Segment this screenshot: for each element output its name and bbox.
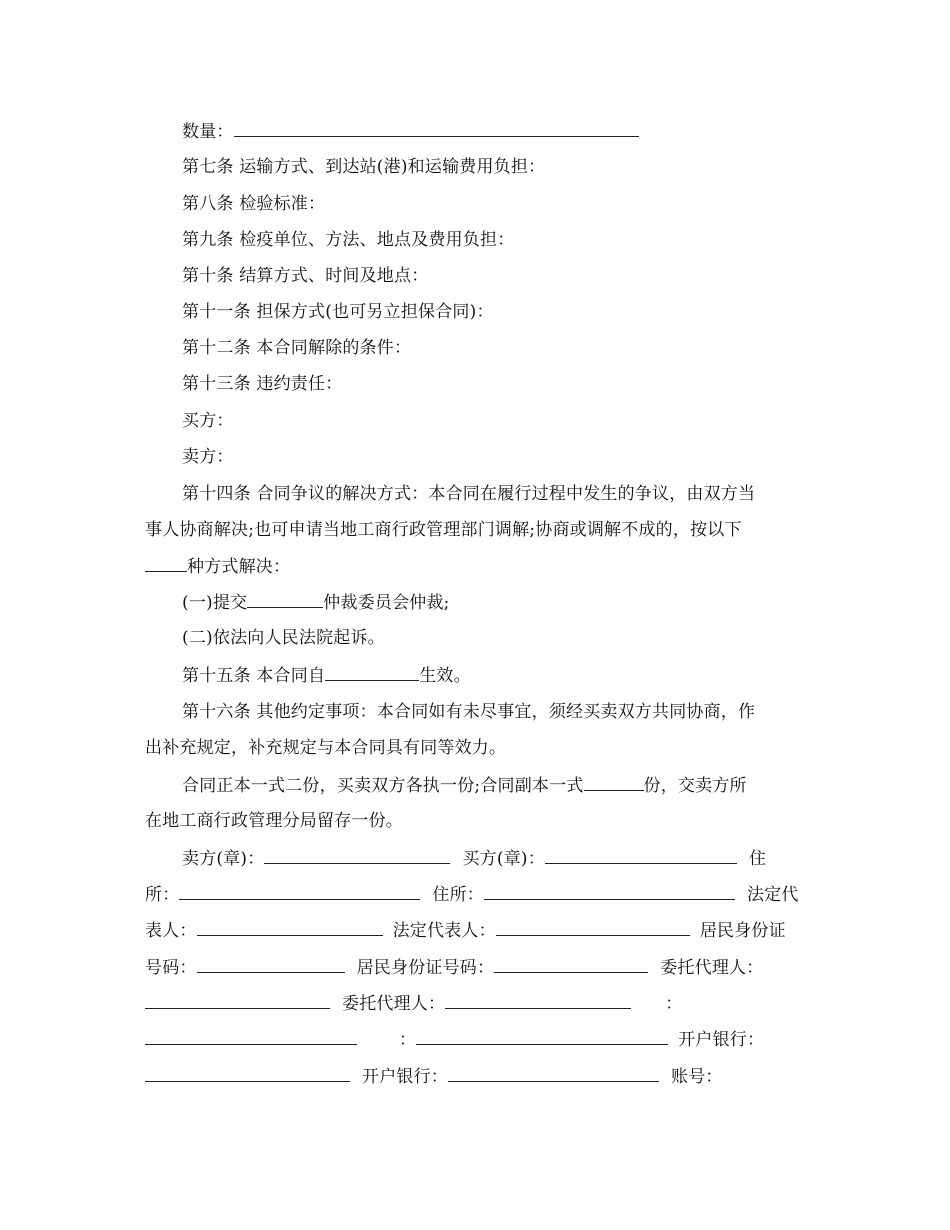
sign-line-4 — [145, 956, 810, 979]
article-12: 第十二条 本合同解除的条件： — [182, 338, 412, 358]
buyer-id-label: 居民身份证号码： — [356, 958, 495, 978]
buyer-id-blank — [494, 956, 648, 973]
copies-text-a: 合同正本一式二份，买卖双方各执一份;合同副本一式 — [182, 776, 584, 796]
seller-agent-blank — [145, 992, 330, 1009]
seller-address-blank — [179, 883, 420, 900]
article-14-line-3 — [145, 555, 810, 578]
sign-line-3 — [145, 919, 810, 942]
address-label-end: 所： — [145, 885, 180, 905]
buyer-address-label: 住所： — [432, 885, 485, 905]
sign-line-1 — [182, 847, 810, 870]
seller-line: 卖方： — [182, 447, 234, 467]
sign-line-7 — [145, 1065, 810, 1088]
article-14-line-2: 事人协商解决;也可申请当地工商行政管理部门调解;协商或调解不成的，按以下 — [145, 520, 742, 540]
article-8: 第八条 检验标准： — [182, 194, 326, 214]
id-label-end: 号码： — [145, 958, 197, 978]
buyer-agent-label: 委托代理人： — [342, 994, 446, 1014]
copies-blank — [584, 774, 644, 791]
bank-label: 开户银行： — [678, 1030, 765, 1050]
seller-extra-blank — [145, 1028, 357, 1045]
copies-text-b: 份，交卖方所 — [643, 776, 747, 796]
article-15-text-a: 第十五条 本合同自 — [182, 666, 326, 686]
article-14-line-3-text: 种方式解决： — [187, 557, 291, 577]
legal-rep-label-start: 法定代 — [747, 885, 799, 905]
buyer-extra-blank — [416, 1028, 668, 1045]
copies-line-2: 在地工商行政管理分局留存一份。 — [145, 811, 403, 831]
buyer-seal-blank — [545, 847, 737, 864]
agent-label: 委托代理人： — [660, 958, 764, 978]
quantity-line — [182, 120, 810, 143]
arbitration-blank — [247, 591, 323, 608]
buyer-bank-label: 开户银行： — [362, 1067, 448, 1087]
option-2-line: (二)依法向人民法院起诉。 — [182, 628, 385, 648]
id-label-start: 居民身份证 — [699, 921, 786, 941]
legal-rep-label-end: 表人： — [145, 921, 197, 941]
blank-colon-1: ： — [665, 994, 683, 1014]
buyer-legal-rep-blank — [496, 919, 690, 936]
article-11: 第十一条 担保方式(也可另立担保合同)： — [182, 302, 494, 322]
sign-line-5 — [145, 992, 810, 1015]
article-15-text-b: 生效。 — [419, 666, 471, 686]
address-label-start: 住 — [748, 849, 767, 869]
article-7: 第七条 运输方式、到达站(港)和运输费用负担： — [182, 157, 546, 177]
method-count-blank — [145, 555, 187, 572]
seller-id-blank — [197, 956, 345, 973]
article-10: 第十条 结算方式、时间及地点： — [182, 266, 429, 286]
article-9: 第九条 检疫单位、方法、地点及费用负担： — [182, 230, 515, 250]
article-13: 第十三条 违约责任： — [182, 374, 343, 394]
option-1-text-b: 仲裁委员会仲裁; — [323, 593, 450, 613]
buyer-legal-rep-label: 法定代表人： — [392, 921, 496, 941]
buyer-agent-blank — [445, 992, 631, 1009]
effective-date-blank — [325, 664, 419, 681]
copies-line-1 — [182, 774, 810, 797]
seller-seal-blank — [264, 847, 450, 864]
option-1-text-a: (一)提交 — [182, 593, 248, 613]
buyer-seal-label: 买方(章)： — [462, 849, 545, 869]
option-1-line — [182, 591, 810, 614]
sign-line-2 — [145, 883, 810, 906]
quantity-label: 数量： — [182, 122, 234, 142]
buyer-bank-blank — [448, 1065, 659, 1082]
account-label: 账号： — [671, 1067, 723, 1087]
buyer-address-blank — [484, 883, 735, 900]
quantity-blank — [234, 120, 639, 137]
article-14-line-1: 第十四条 合同争议的解决方式：本合同在履行过程中发生的争议，由双方当 — [182, 484, 756, 504]
article-16-line-2: 出补充规定，补充规定与本合同具有同等效力。 — [145, 738, 507, 758]
sign-line-6 — [145, 1028, 810, 1051]
article-16-line-1: 第十六条 其他约定事项：本合同如有未尽事宜，须经买卖双方共同协商，作 — [182, 702, 756, 722]
seller-legal-rep-blank — [197, 919, 383, 936]
buyer-line: 买方： — [182, 411, 234, 431]
seller-bank-blank — [145, 1065, 350, 1082]
seller-seal-label: 卖方(章)： — [182, 849, 265, 869]
article-15 — [182, 664, 810, 687]
blank-colon-2: ： — [399, 1030, 417, 1050]
